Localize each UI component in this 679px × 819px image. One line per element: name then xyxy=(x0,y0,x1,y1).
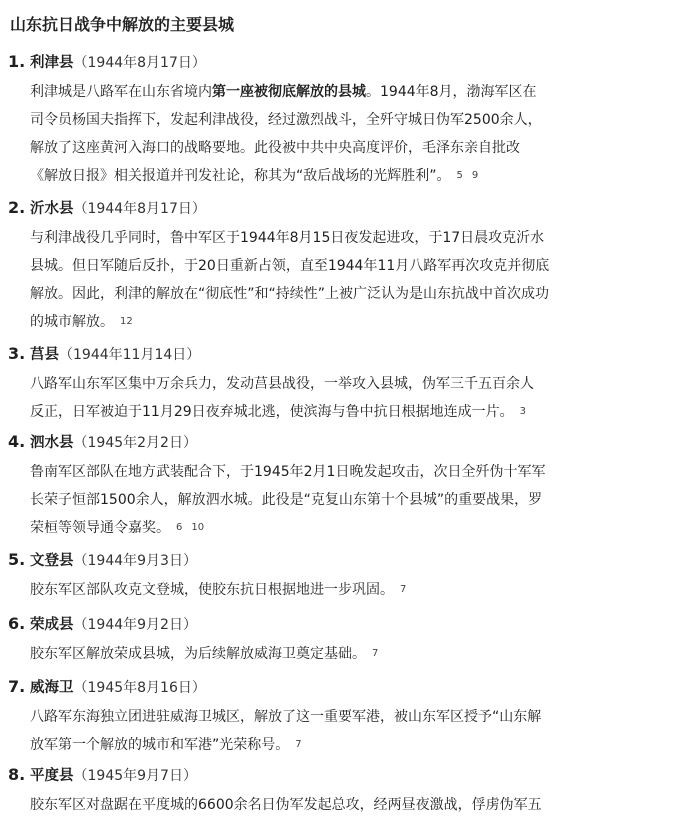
item-number: 8. xyxy=(8,765,26,784)
citation-link[interactable]: 7 xyxy=(400,584,407,595)
description-text: 胶东军区部队攻克文登城，使胶东抗日根据地进一步巩固。 xyxy=(30,582,394,598)
item-heading xyxy=(30,198,206,220)
liberation-date: （1944年9月2日） xyxy=(73,617,197,633)
description-line xyxy=(30,640,645,668)
item-heading xyxy=(30,765,197,787)
item-description xyxy=(30,791,645,819)
item-description xyxy=(30,78,645,190)
county-name: 威海卫 xyxy=(30,680,74,696)
citation-link[interactable]: 6 xyxy=(176,522,183,533)
description-line xyxy=(30,514,645,542)
citation-link[interactable]: 10 xyxy=(191,522,205,533)
item-heading xyxy=(30,677,206,699)
county-name: 文登县 xyxy=(30,553,74,569)
county-name: 莒县 xyxy=(30,347,59,363)
description-text: 胶东军区解放荣成县城，为后续解放威海卫奠定基础。 xyxy=(30,646,366,662)
description-line xyxy=(30,162,645,190)
item-number: 3. xyxy=(8,344,26,363)
description-text: 八路军山东军区集中万余兵力，发动莒县战役，一举攻入县城，伪军三千五百余人 xyxy=(30,376,534,392)
item-description xyxy=(30,703,645,759)
county-name: 泗水县 xyxy=(30,435,74,451)
description-text: 第一座被彻底解放的县城 xyxy=(212,84,366,100)
description-line xyxy=(30,576,645,604)
item-heading xyxy=(30,614,197,636)
description-text: 县城。但日军随后反扑，于20日重新占领，直至1944年11月八路军再次攻克并彻底 xyxy=(30,258,550,274)
description-text: 反正，日军被迫于11月29日夜弃城北逃，使滨海与鲁中抗日根据地连成一片。 xyxy=(30,404,514,420)
page-title: 山东抗日战争中解放的主要县城 xyxy=(10,15,235,34)
description-text: 解放。因此，利津的解放在“彻底性”和“持续性”上被广泛认为是山东抗战中首次成功 xyxy=(30,286,550,302)
description-text: 胶东军区对盘踞在平度城的6600余名日伪军发起总攻，经两昼夜激战，俘虏伪军五 xyxy=(30,797,542,813)
description-text: 《解放日报》相关报道并刊发社论，称其为“敌后战场的光辉胜利”。 xyxy=(30,168,451,184)
liberation-date: （1944年8月17日） xyxy=(73,201,206,217)
county-name: 利津县 xyxy=(30,55,74,71)
description-text: 荣桓等领导通令嘉奖。 xyxy=(30,520,170,536)
item-number: 7. xyxy=(8,677,26,696)
county-name: 沂水县 xyxy=(30,201,74,217)
description-text: 解放了这座黄河入海口的战略要地。此役被中共中央高度评价，毛泽东亲自批改 xyxy=(30,140,520,156)
description-text: 利津城是八路军在山东省境内 xyxy=(30,84,212,100)
citation-link[interactable]: 7 xyxy=(295,739,302,750)
description-line xyxy=(30,791,645,819)
item-description xyxy=(30,224,645,336)
item-number: 6. xyxy=(8,614,26,633)
description-line xyxy=(30,703,645,731)
item-description xyxy=(30,370,645,426)
item-heading xyxy=(30,344,200,366)
item-heading xyxy=(30,432,197,454)
description-text: 八路军东海独立团进驻威海卫城区，解放了这一重要军港，被山东军区授予“山东解 xyxy=(30,709,542,725)
item-number: 5. xyxy=(8,550,26,569)
item-number: 1. xyxy=(8,52,26,71)
description-line xyxy=(30,308,645,336)
county-name: 平度县 xyxy=(30,768,74,784)
description-text: 长荣子恒部1500余人，解放泗水城。此役是“克复山东第十个县城”的重要战果，罗 xyxy=(30,492,543,508)
item-description xyxy=(30,576,645,604)
citation-link[interactable]: 7 xyxy=(372,648,379,659)
description-line xyxy=(30,106,645,134)
description-line xyxy=(30,370,645,398)
liberation-date: （1944年9月3日） xyxy=(73,553,197,569)
description-text: 鲁南军区部队在地方武装配合下，于1945年2月1日晚发起攻击，次日全歼伪十军军 xyxy=(30,464,546,480)
liberation-date: （1945年9月7日） xyxy=(73,768,197,784)
liberation-date: （1944年8月17日） xyxy=(73,55,206,71)
description-line xyxy=(30,224,645,252)
liberation-date: （1944年11月14日） xyxy=(59,347,201,363)
description-line xyxy=(30,280,645,308)
liberation-date: （1945年8月16日） xyxy=(73,680,206,696)
description-text: 放军第一个解放的城市和军港”光荣称号。 xyxy=(30,737,290,753)
citation-link[interactable]: 5 xyxy=(456,170,463,181)
description-line xyxy=(30,486,645,514)
description-line xyxy=(30,134,645,162)
item-number: 4. xyxy=(8,432,26,451)
item-number: 2. xyxy=(8,198,26,217)
description-line xyxy=(30,398,645,426)
description-line xyxy=(30,252,645,280)
description-line xyxy=(30,458,645,486)
item-heading xyxy=(30,550,197,572)
item-description xyxy=(30,458,645,542)
item-description xyxy=(30,640,645,668)
description-text: 的城市解放。 xyxy=(30,314,114,330)
citation-link[interactable]: 12 xyxy=(120,316,133,327)
description-text: 司令员杨国夫指挥下，发起利津战役，经过激烈战斗，全歼守城日伪军2500余人， xyxy=(30,112,542,128)
description-line xyxy=(30,78,645,106)
description-text: 。1944年8月，渤海军区在 xyxy=(366,84,537,100)
citation-link[interactable]: 3 xyxy=(519,406,527,417)
county-name: 荣成县 xyxy=(30,617,74,633)
description-line xyxy=(30,731,645,759)
item-heading xyxy=(30,52,206,74)
description-text: 与利津战役几乎同时，鲁中军区于1944年8月15日夜发起进攻，于17日晨攻克沂水 xyxy=(30,230,545,246)
liberation-date: （1945年2月2日） xyxy=(73,435,197,451)
citation-link[interactable]: 9 xyxy=(471,170,479,181)
